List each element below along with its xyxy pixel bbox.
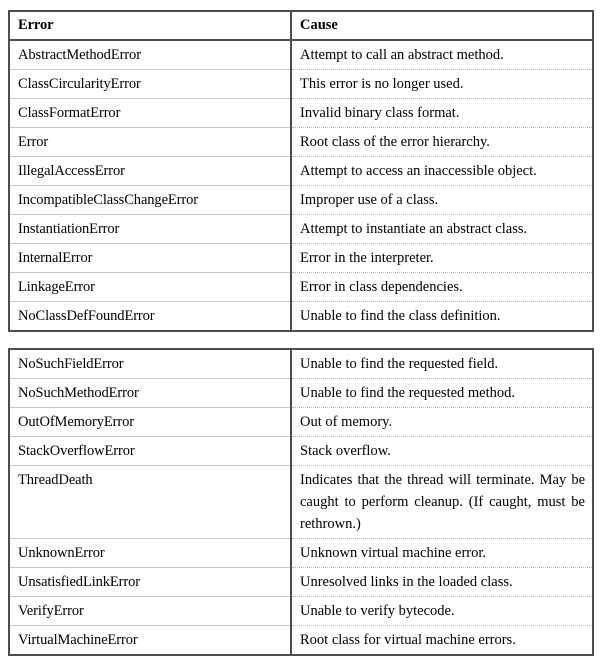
cell-error-cause: Indicates that the thread will terminate. May be caught to perform cleanup. (If caught, must be rethrown.) xyxy=(291,466,592,539)
error-table-section-top xyxy=(8,10,594,332)
table-row xyxy=(10,99,592,128)
cell-error-cause: Unresolved links in the loaded class. xyxy=(291,568,592,597)
table-row xyxy=(10,437,592,466)
error-table-bottom xyxy=(10,350,592,654)
table-row xyxy=(10,40,592,70)
table-row xyxy=(10,466,592,539)
cell-error-cause: Invalid binary class format. xyxy=(291,99,592,128)
cell-error-cause: Attempt to access an inaccessible object. xyxy=(291,157,592,186)
cell-error-name: NoSuchMethodError xyxy=(10,379,291,408)
table-row xyxy=(10,597,592,626)
cell-error-cause: Root class of the error hierarchy. xyxy=(291,128,592,157)
table-row xyxy=(10,157,592,186)
cell-error-cause: Attempt to call an abstract method. xyxy=(291,40,592,70)
table-row xyxy=(10,128,592,157)
cell-error-name: IllegalAccessError xyxy=(10,157,291,186)
table-row xyxy=(10,350,592,379)
cell-error-cause: Out of memory. xyxy=(291,408,592,437)
table-body-bottom xyxy=(10,350,592,654)
cell-error-cause: Stack overflow. xyxy=(291,437,592,466)
table-row xyxy=(10,568,592,597)
cell-error-cause: Unable to verify bytecode. xyxy=(291,597,592,626)
table-row xyxy=(10,539,592,568)
column-header-cause: Cause xyxy=(291,12,592,40)
cell-error-name: InstantiationError xyxy=(10,215,291,244)
cell-error-cause: Improper use of a class. xyxy=(291,186,592,215)
cell-error-name: NoSuchFieldError xyxy=(10,350,291,379)
table-row xyxy=(10,302,592,331)
cell-error-cause: Unable to find the requested field. xyxy=(291,350,592,379)
table-row xyxy=(10,244,592,273)
cell-error-name: OutOfMemoryError xyxy=(10,408,291,437)
cell-error-name: IncompatibleClassChangeError xyxy=(10,186,291,215)
cell-error-cause: Unknown virtual machine error. xyxy=(291,539,592,568)
cell-error-cause: Attempt to instantiate an abstract class. xyxy=(291,215,592,244)
cell-error-name: ClassCircularityError xyxy=(10,70,291,99)
cell-error-name: UnsatisfiedLinkError xyxy=(10,568,291,597)
cell-error-name: NoClassDefFoundError xyxy=(10,302,291,331)
table-header-row xyxy=(10,12,592,40)
table-row xyxy=(10,379,592,408)
error-table-top xyxy=(10,12,592,330)
cell-error-name: ClassFormatError xyxy=(10,99,291,128)
cell-error-name: LinkageError xyxy=(10,273,291,302)
cell-error-name: ThreadDeath xyxy=(10,466,291,539)
table-body-top xyxy=(10,40,592,330)
cell-error-cause: Unable to find the requested method. xyxy=(291,379,592,408)
cell-error-name: AbstractMethodError xyxy=(10,40,291,70)
cell-error-name: UnknownError xyxy=(10,539,291,568)
table-row xyxy=(10,273,592,302)
column-header-error: Error xyxy=(10,12,291,40)
cell-error-name: StackOverflowError xyxy=(10,437,291,466)
cell-error-name: VerifyError xyxy=(10,597,291,626)
table-row xyxy=(10,215,592,244)
cell-error-name: InternalError xyxy=(10,244,291,273)
cell-error-cause: Root class for virtual machine errors. xyxy=(291,626,592,655)
cell-error-name: Error xyxy=(10,128,291,157)
table-row xyxy=(10,186,592,215)
error-table-section-bottom xyxy=(8,348,594,656)
cell-error-cause: Error in the interpreter. xyxy=(291,244,592,273)
cell-error-cause: This error is no longer used. xyxy=(291,70,592,99)
table-row xyxy=(10,408,592,437)
cell-error-cause: Unable to find the class definition. xyxy=(291,302,592,331)
cell-error-name: VirtualMachineError xyxy=(10,626,291,655)
table-row xyxy=(10,70,592,99)
cell-error-cause: Error in class dependencies. xyxy=(291,273,592,302)
